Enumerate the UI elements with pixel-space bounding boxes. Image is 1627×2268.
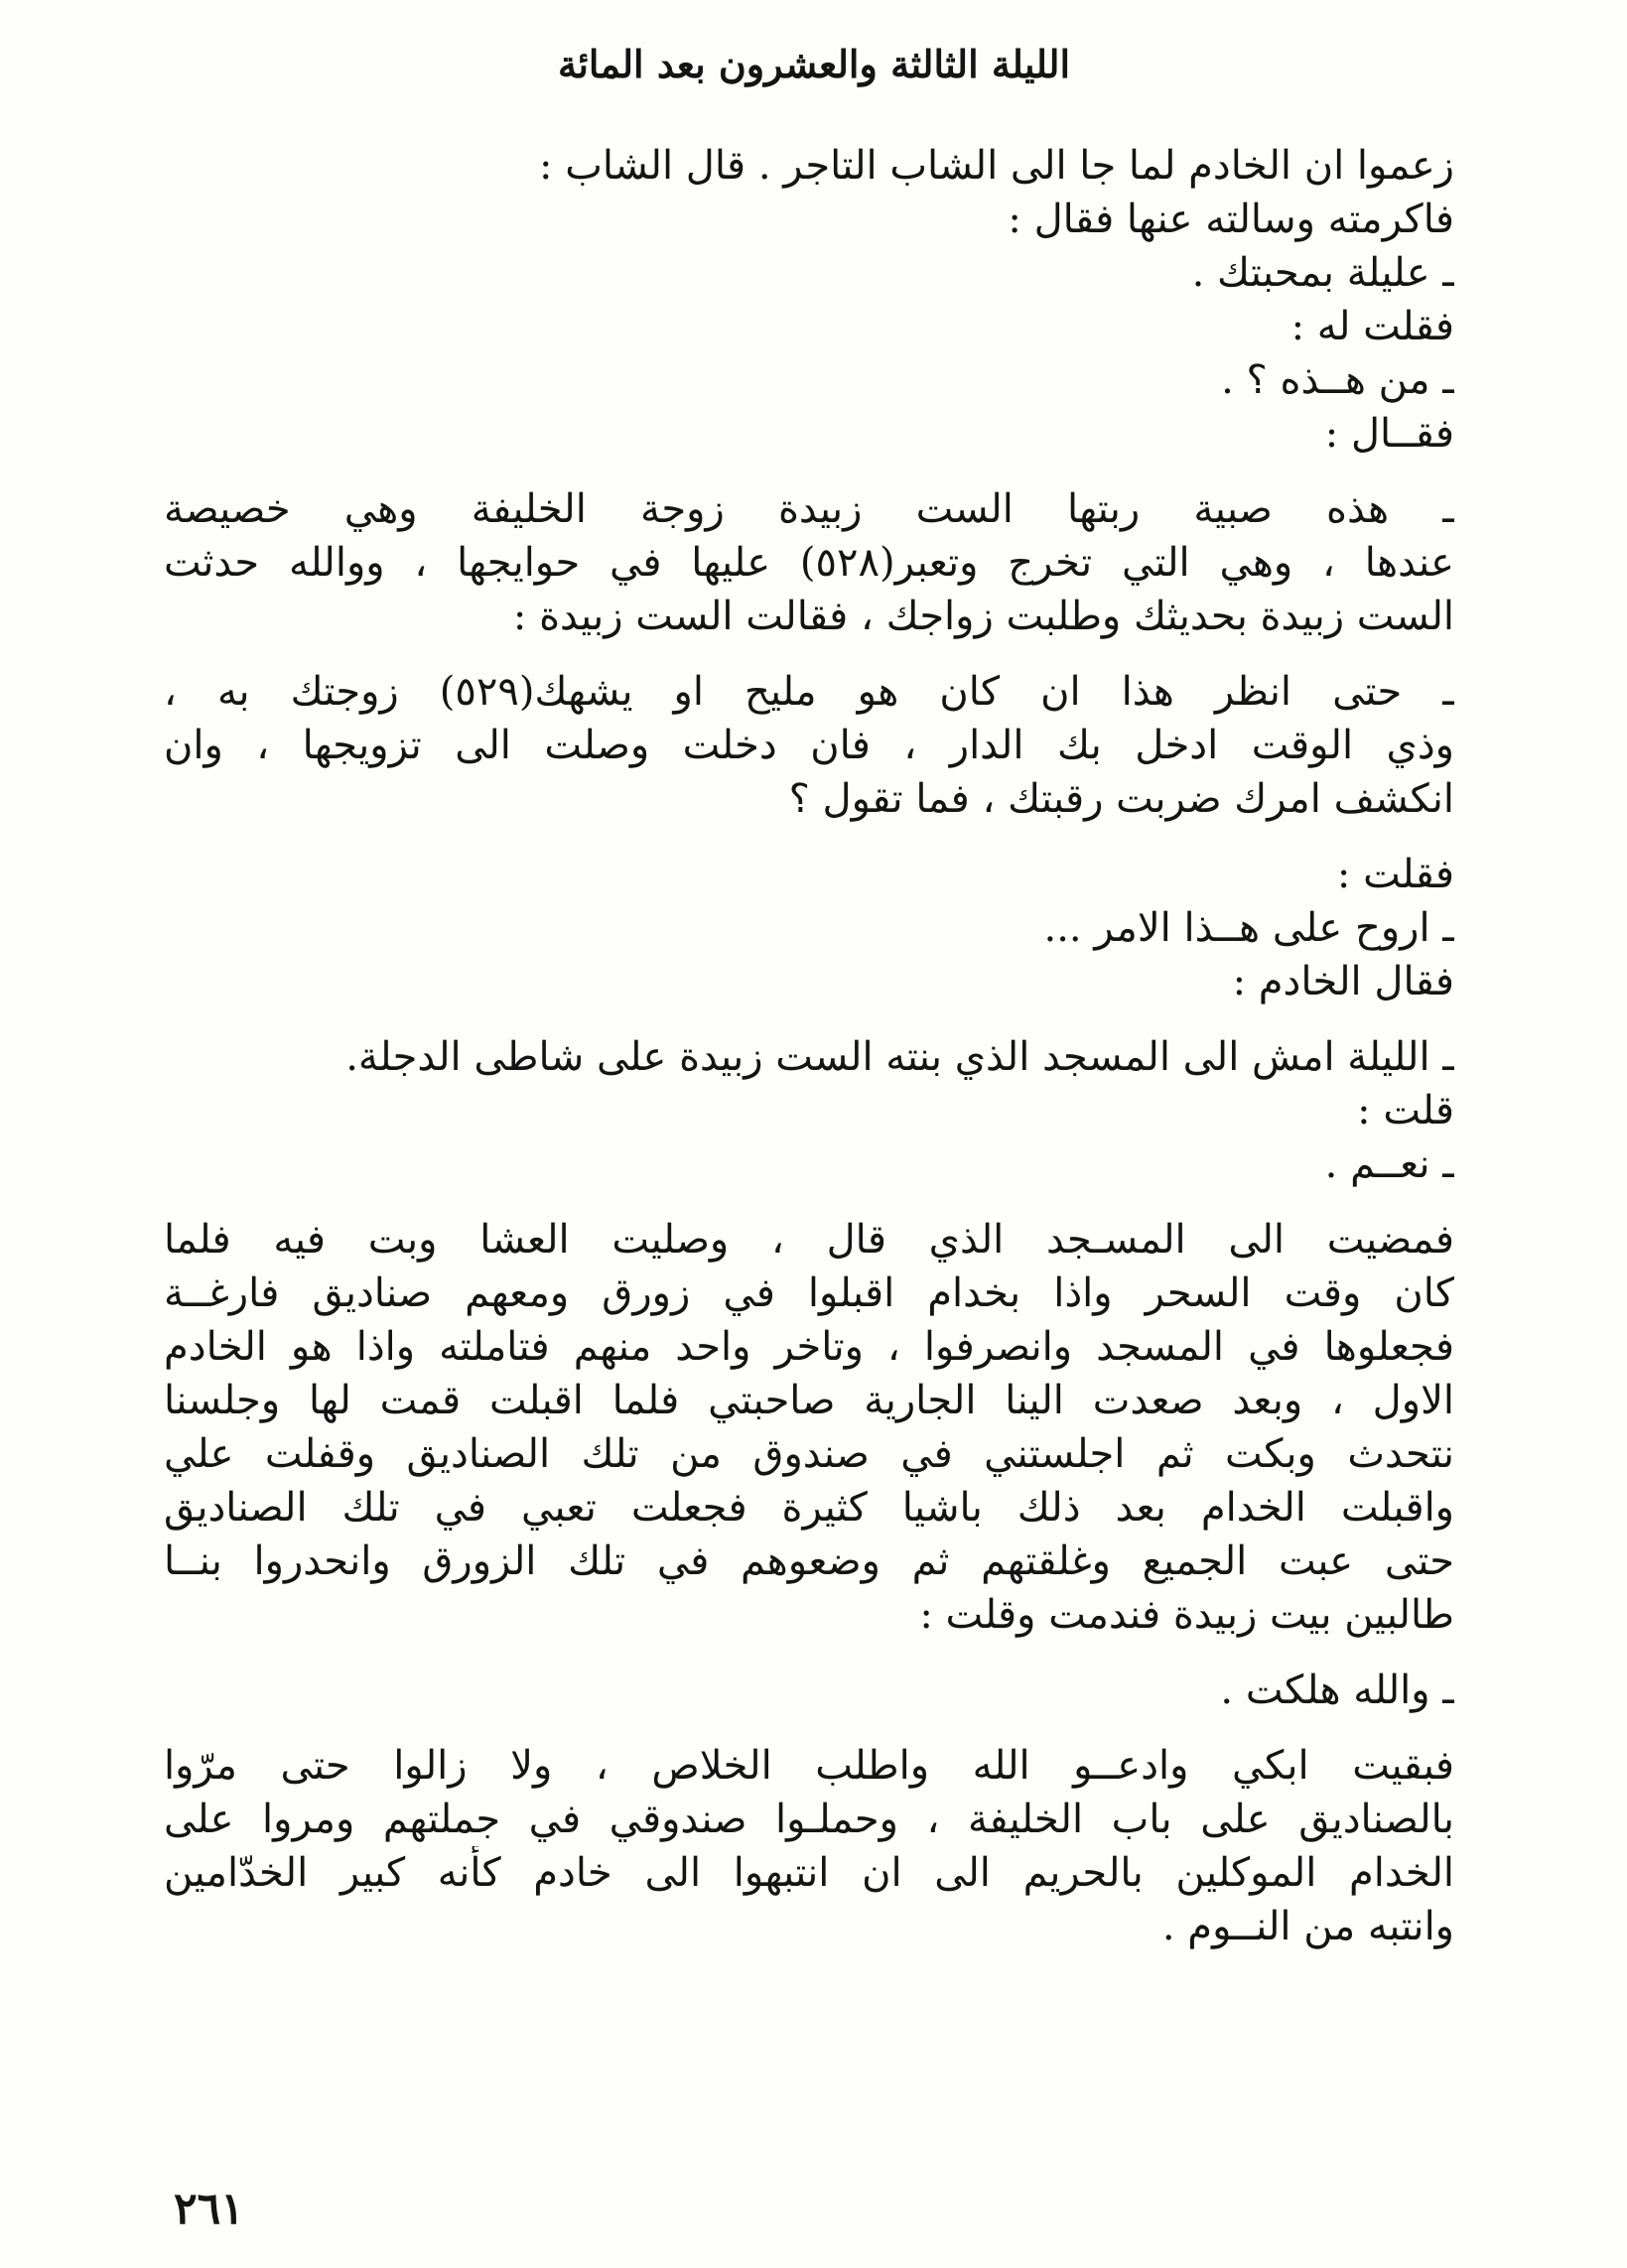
text-line: ـ اروح على هــذا الامر ...	[1043, 905, 1454, 951]
text-line: وانتبه من النــوم .	[1161, 1904, 1454, 1949]
page-number: ٢٦١	[174, 2184, 244, 2234]
text-line: بالصناديق على باب الخليفة ، وحملـوا صندوقي في جملتهم ومروا على	[164, 1797, 1454, 1842]
text-line: الاول ، وبعد صعدت الينا الجارية صاحبتي فلما اقبلت قمت لها وجلسنا	[164, 1378, 1454, 1423]
text-line: ـ حتى انظر هذا ان كان هو مليح او يشهك(٥٢٩) زوجتك به ،	[164, 669, 1454, 715]
text-line: ـ هذه صبية ربتها الست زبيدة زوجة الخليفة وهي خصيصة	[164, 486, 1454, 532]
text-line: حتى عبت الجميع وغلقتهم ثم وضعوهم في تلك الزورق وانحدروا بنــا	[164, 1538, 1454, 1584]
text-line: طالبين بيت زبيدة فندمت وقلت :	[919, 1592, 1454, 1638]
text-line: ـ عليلة بمحبتك .	[1191, 250, 1454, 296]
text-line: انكشف امرك ضربت رقبتك ، فما تقول ؟	[788, 776, 1454, 822]
text-line: فقلت :	[1336, 852, 1454, 897]
text-line: زعموا ان الخادم لما جا الى الشاب التاجر . قال الشاب :	[539, 143, 1454, 189]
text-line: نتحدث وبكت ثم اجلستني في صندوق من تلك الصناديق وقفلت علي	[164, 1431, 1454, 1477]
text-line: ـ من هــذه ؟ .	[1221, 357, 1454, 403]
text-line: فقلت له :	[1290, 304, 1454, 349]
text-line: عندها ، وهي التي تخرج وتعبر(٥٢٨) عليها في حوايجها ، ووالله حدثت	[164, 540, 1454, 586]
text-line: فقــال :	[1324, 411, 1454, 457]
text-line: فمضيت الى المسـجد الذي قال ، وصليت العشا وبت فيه فلما	[164, 1217, 1454, 1263]
text-line: ـ نعــم .	[1324, 1141, 1454, 1187]
text-line: فاكرمته وسالته عنها فقال :	[1008, 197, 1454, 242]
text-line: قلت :	[1357, 1088, 1454, 1134]
text-line: كان وقت السحر واذا بخدام اقبلوا في زورق ومعهم صناديق فارغــة	[164, 1270, 1454, 1316]
text-line: وذي الوقت ادخل بك الدار ، فان دخلت وصلت الى تزويجها ، وان	[164, 723, 1454, 768]
text-line: ـ والله هلكت .	[1220, 1668, 1454, 1713]
text-line: فبقيت ابكي وادعــو الله واطلب الخلاص ، ولا زالوا حتى مرّوا	[164, 1743, 1454, 1789]
text-line: ـ الليلة امش الى المسجد الذي بنته الست زبيدة على شاطى الدجلة.	[345, 1034, 1454, 1080]
text-line: الخدام الموكلين بالحريم الى ان انتبهوا الى خادم كأنه كبير الخدّامين	[164, 1850, 1454, 1896]
page-title: الليلة الثالثة والعشرون بعد المائة	[557, 42, 1071, 86]
text-line: فقال الخادم :	[1232, 959, 1454, 1004]
text-line: الست زبيدة بحديثك وطلبت زواجك ، فقالت الست زبيدة :	[512, 594, 1454, 639]
text-line: فجعلوها في المسجد وانصرفوا ، وتاخر واحد منهم فتاملته واذا هو الخادم	[164, 1324, 1454, 1370]
text-line: واقبلت الخدام بعد ذلك باشيا كثيرة فجعلت تعبي في تلك الصناديق	[164, 1485, 1454, 1531]
document-body	[164, 139, 1454, 1953]
